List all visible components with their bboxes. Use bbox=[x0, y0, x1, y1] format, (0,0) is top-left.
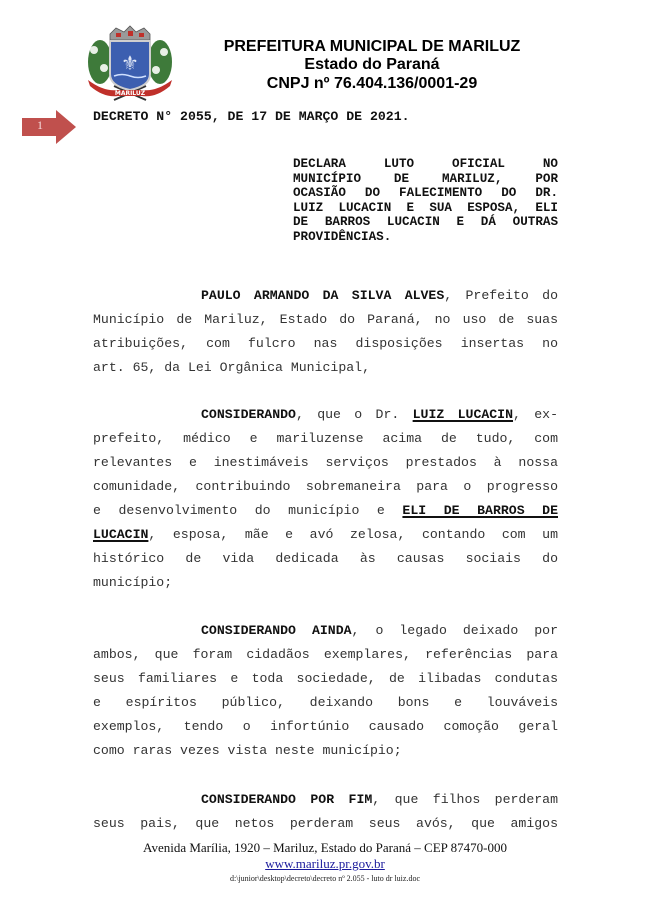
paragraph-line: LUCACIN, esposa, mãe e avó zelosa, contando com um bbox=[93, 527, 558, 542]
considerando-paragraph-2 bbox=[93, 619, 558, 763]
honoree-name-1: LUIZ LUCACIN bbox=[412, 407, 514, 422]
considerando-paragraph-3 bbox=[93, 788, 558, 836]
org-name: PREFEITURA MUNICIPAL DE MARILUZ bbox=[223, 38, 521, 55]
paragraph-line: CONSIDERANDO POR FIM, que filhos perderam bbox=[201, 792, 558, 807]
state-name: Estado do Paraná bbox=[304, 56, 440, 73]
svg-text:⚜: ⚜ bbox=[121, 51, 139, 75]
summary-line: PROVIDÊNCIAS. bbox=[293, 229, 392, 244]
preamble-paragraph bbox=[93, 284, 558, 380]
paragraph-line: ambos, que foram cidadãos exemplares, referências para bbox=[93, 647, 558, 662]
footer-address: Avenida Marília, 1920 – Mariluz, Estado do Paraná – CEP 87470-000 bbox=[143, 840, 507, 855]
cnpj: CNPJ nº 76.404.136/0001-29 bbox=[266, 75, 478, 92]
paragraph-line: município; bbox=[93, 575, 173, 590]
paragraph-line: histórico de vida dedicada às causas sociais do bbox=[93, 551, 558, 566]
paragraph-line: PAULO ARMANDO DA SILVA ALVES, Prefeito do bbox=[201, 288, 558, 303]
mayor-name: PAULO ARMANDO DA SILVA ALVES bbox=[201, 288, 445, 303]
svg-text:MARILUZ: MARILUZ bbox=[114, 90, 146, 97]
paragraph-line: como raras vezes vista neste município; bbox=[93, 743, 402, 758]
paragraph-line: CONSIDERANDO, que o Dr. LUIZ LUCACIN, ex- bbox=[201, 407, 559, 422]
paragraph-line: e espíritos público, deixando bons e louváveis bbox=[93, 695, 558, 710]
summary-line: LUIZ LUCACIN E SUA ESPOSA, ELI bbox=[293, 200, 558, 215]
website-link[interactable]: www.mariluz.pr.gov.br bbox=[265, 856, 385, 871]
paragraph-line: seus familiares e toda sociedade, de ilibadas condutas bbox=[93, 671, 558, 686]
considerando-paragraph-1 bbox=[93, 403, 558, 595]
letterhead bbox=[196, 38, 548, 94]
paragraph-line: seus pais, que netos perderam seus avós, que amigos bbox=[93, 816, 558, 831]
paragraph-line: comunidade, contribuindo sobremaneira para o progresso bbox=[93, 479, 558, 494]
paragraph-line: Município de Mariluz, Estado do Paraná, no uso de suas bbox=[93, 312, 558, 327]
paragraph-line: e desenvolvimento do município e ELI DE BARROS DE bbox=[93, 503, 558, 518]
summary-line: OCASIÃO DO FALECIMENTO DO DR. bbox=[293, 186, 558, 201]
paragraph-line: atribuições, com fulcro nas disposições insertas no bbox=[93, 336, 558, 351]
coat-of-arms-logo bbox=[84, 24, 176, 102]
honoree-name-2-cont: LUCACIN bbox=[93, 527, 149, 542]
summary-line: DE BARROS LUCACIN E DÁ OUTRAS bbox=[293, 215, 558, 230]
paragraph-line: exemplos, tendo o infortúnio causado comoção geral bbox=[93, 719, 558, 734]
paragraph-line: prefeito, médico e mariluzense acima de tudo, com bbox=[93, 431, 558, 446]
paragraph-line: relevantes e inestimáveis serviços prestados à nossa bbox=[93, 455, 558, 470]
decree-title: DECRETO N° 2055, DE 17 DE MARÇO DE 2021. bbox=[93, 109, 410, 124]
marker-label: 1 bbox=[37, 118, 43, 132]
honoree-name-2: ELI DE BARROS DE bbox=[402, 503, 558, 518]
page-footer bbox=[0, 840, 650, 885]
decree-summary bbox=[293, 157, 558, 245]
file-path: d:\junior\desktop\decreto\decreto nº 2.055 - luto dr luiz.doc bbox=[230, 874, 420, 883]
summary-line: DECLARA LUTO OFICIAL NO bbox=[293, 157, 558, 171]
paragraph-line: CONSIDERANDO AINDA, o legado deixado por bbox=[201, 623, 559, 638]
paragraph-line: art. 65, da Lei Orgânica Municipal, bbox=[93, 360, 370, 375]
summary-line: MUNICÍPIO DE MARILUZ, POR bbox=[293, 171, 558, 186]
